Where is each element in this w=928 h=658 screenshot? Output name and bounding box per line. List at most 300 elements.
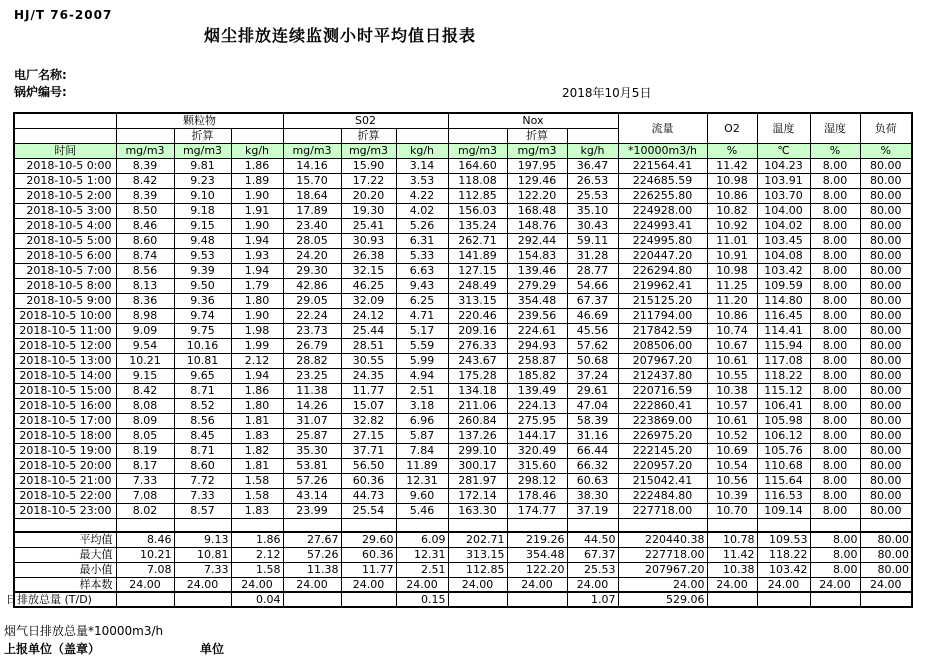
value-cell: 239.56 bbox=[507, 308, 567, 323]
standard-code: HJ/T 76-2007 bbox=[14, 8, 113, 22]
value-cell: 118.22 bbox=[757, 368, 810, 383]
value-cell: 3.18 bbox=[396, 398, 448, 413]
summary-value-cell: 24.00 bbox=[507, 577, 567, 592]
daily-total-value-cell: 0.04 bbox=[231, 592, 283, 607]
value-cell: 80.00 bbox=[860, 383, 912, 398]
value-cell: 217842.59 bbox=[618, 323, 707, 338]
table-row bbox=[14, 503, 912, 518]
value-cell: 10.70 bbox=[707, 503, 757, 518]
value-cell: 5.59 bbox=[396, 338, 448, 353]
value-cell: 215042.41 bbox=[618, 473, 707, 488]
value-cell: 10.81 bbox=[174, 353, 231, 368]
value-cell: 8.17 bbox=[116, 458, 174, 473]
daily-total-label: 日排放总量 (T/D) bbox=[14, 592, 116, 607]
daily-total-value-cell bbox=[507, 592, 567, 607]
units-row bbox=[14, 143, 912, 158]
value-cell: 10.55 bbox=[707, 368, 757, 383]
value-cell: 8.00 bbox=[810, 233, 860, 248]
value-cell: 8.00 bbox=[810, 428, 860, 443]
value-cell: 23.40 bbox=[283, 218, 341, 233]
group-header-so2: S02 bbox=[283, 113, 448, 128]
value-cell: 15.90 bbox=[341, 158, 396, 173]
value-cell: 8.60 bbox=[116, 233, 174, 248]
value-cell: 226294.80 bbox=[618, 263, 707, 278]
daily-total-value-cell: 0.15 bbox=[396, 592, 448, 607]
value-cell: 103.42 bbox=[757, 263, 810, 278]
value-cell: 8.42 bbox=[116, 383, 174, 398]
value-cell: 80.00 bbox=[860, 353, 912, 368]
summary-value-cell: 60.36 bbox=[341, 547, 396, 562]
value-cell: 8.39 bbox=[116, 158, 174, 173]
value-cell: 224.13 bbox=[507, 398, 567, 413]
value-cell: 9.23 bbox=[174, 173, 231, 188]
table-row bbox=[14, 443, 912, 458]
value-cell: 1.83 bbox=[231, 503, 283, 518]
spacer-cell bbox=[341, 518, 396, 532]
time-cell: 2018-10-5 12:00 bbox=[14, 338, 116, 353]
value-cell: 2.51 bbox=[396, 383, 448, 398]
summary-value-cell: 219.26 bbox=[507, 532, 567, 547]
value-cell: 156.03 bbox=[448, 203, 507, 218]
value-cell: 4.94 bbox=[396, 368, 448, 383]
value-cell: 80.00 bbox=[860, 413, 912, 428]
table-row bbox=[14, 158, 912, 173]
value-cell: 47.04 bbox=[567, 398, 618, 413]
summary-value-cell: 207967.20 bbox=[618, 562, 707, 577]
value-cell: 4.22 bbox=[396, 188, 448, 203]
value-cell: 10.39 bbox=[707, 488, 757, 503]
summary-value-cell: 8.00 bbox=[810, 562, 860, 577]
page-title: 烟尘排放连续监测小时平均值日报表 bbox=[204, 26, 477, 45]
value-cell: 8.00 bbox=[810, 338, 860, 353]
value-cell: 1.93 bbox=[231, 248, 283, 263]
spacer-cell bbox=[707, 518, 757, 532]
value-cell: 29.61 bbox=[567, 383, 618, 398]
value-cell: 262.71 bbox=[448, 233, 507, 248]
value-cell: 8.00 bbox=[810, 443, 860, 458]
value-cell: 37.19 bbox=[567, 503, 618, 518]
daily-total-value-cell bbox=[116, 592, 174, 607]
value-cell: 10.69 bbox=[707, 443, 757, 458]
summary-value-cell: 1.58 bbox=[231, 562, 283, 577]
value-cell: 134.18 bbox=[448, 383, 507, 398]
value-cell: 80.00 bbox=[860, 338, 912, 353]
table-row bbox=[14, 188, 912, 203]
value-cell: 10.92 bbox=[707, 218, 757, 233]
value-cell: 224.61 bbox=[507, 323, 567, 338]
value-cell: 30.93 bbox=[341, 233, 396, 248]
value-cell: 1.94 bbox=[231, 233, 283, 248]
time-cell: 2018-10-5 3:00 bbox=[14, 203, 116, 218]
value-cell: 8.09 bbox=[116, 413, 174, 428]
value-cell: 104.08 bbox=[757, 248, 810, 263]
value-cell: 8.42 bbox=[116, 173, 174, 188]
summary-value-cell: 24.00 bbox=[448, 577, 507, 592]
value-cell: 8.00 bbox=[810, 458, 860, 473]
value-cell: 9.48 bbox=[174, 233, 231, 248]
summary-value-cell: 112.85 bbox=[448, 562, 507, 577]
value-cell: 8.46 bbox=[116, 218, 174, 233]
value-cell: 8.00 bbox=[810, 383, 860, 398]
value-cell: 315.60 bbox=[507, 458, 567, 473]
table-row bbox=[14, 398, 912, 413]
value-cell: 25.53 bbox=[567, 188, 618, 203]
summary-value-cell: 10.78 bbox=[707, 532, 757, 547]
header-flow: 流量 bbox=[618, 113, 707, 143]
value-cell: 1.81 bbox=[231, 413, 283, 428]
time-cell: 2018-10-5 4:00 bbox=[14, 218, 116, 233]
summary-value-cell: 24.00 bbox=[341, 577, 396, 592]
spacer-cell bbox=[116, 128, 174, 143]
spacer-cell bbox=[396, 128, 448, 143]
value-cell: 1.86 bbox=[231, 158, 283, 173]
value-cell: 44.73 bbox=[341, 488, 396, 503]
time-cell: 2018-10-5 2:00 bbox=[14, 188, 116, 203]
value-cell: 248.49 bbox=[448, 278, 507, 293]
table-row bbox=[14, 278, 912, 293]
summary-value-cell: 80.00 bbox=[860, 562, 912, 577]
value-cell: 300.17 bbox=[448, 458, 507, 473]
value-cell: 22.24 bbox=[283, 308, 341, 323]
value-cell: 9.65 bbox=[174, 368, 231, 383]
spacer-cell bbox=[231, 518, 283, 532]
value-cell: 112.85 bbox=[448, 188, 507, 203]
value-cell: 226255.80 bbox=[618, 188, 707, 203]
time-cell: 2018-10-5 8:00 bbox=[14, 278, 116, 293]
value-cell: 1.98 bbox=[231, 323, 283, 338]
time-cell: 2018-10-5 17:00 bbox=[14, 413, 116, 428]
value-cell: 139.46 bbox=[507, 263, 567, 278]
summary-value-cell: 24.00 bbox=[396, 577, 448, 592]
daily-total-value-cell bbox=[283, 592, 341, 607]
value-cell: 17.89 bbox=[283, 203, 341, 218]
summary-value-cell: 11.42 bbox=[707, 547, 757, 562]
value-cell: 4.71 bbox=[396, 308, 448, 323]
value-cell: 148.76 bbox=[507, 218, 567, 233]
spacer-cell bbox=[618, 518, 707, 532]
group-header-nox: Nox bbox=[448, 113, 618, 128]
value-cell: 35.10 bbox=[567, 203, 618, 218]
value-cell: 80.00 bbox=[860, 443, 912, 458]
value-cell: 8.56 bbox=[116, 263, 174, 278]
value-cell: 8.00 bbox=[810, 263, 860, 278]
table-row bbox=[14, 218, 912, 233]
value-cell: 28.82 bbox=[283, 353, 341, 368]
table-row bbox=[14, 248, 912, 263]
value-cell: 118.08 bbox=[448, 173, 507, 188]
summary-value-cell: 24.00 bbox=[810, 577, 860, 592]
daily-total-value-cell bbox=[448, 592, 507, 607]
value-cell: 50.68 bbox=[567, 353, 618, 368]
value-cell: 80.00 bbox=[860, 503, 912, 518]
value-cell: 32.82 bbox=[341, 413, 396, 428]
value-cell: 53.81 bbox=[283, 458, 341, 473]
value-cell: 212437.80 bbox=[618, 368, 707, 383]
summary-value-cell: 24.00 bbox=[860, 577, 912, 592]
value-cell: 80.00 bbox=[860, 218, 912, 233]
value-cell: 8.00 bbox=[810, 278, 860, 293]
value-cell: 224993.41 bbox=[618, 218, 707, 233]
value-cell: 1.80 bbox=[231, 293, 283, 308]
table-row bbox=[14, 473, 912, 488]
value-cell: 80.00 bbox=[860, 368, 912, 383]
value-cell: 3.53 bbox=[396, 173, 448, 188]
table-row bbox=[14, 233, 912, 248]
value-cell: 299.10 bbox=[448, 443, 507, 458]
value-cell: 9.81 bbox=[174, 158, 231, 173]
value-cell: 1.82 bbox=[231, 443, 283, 458]
value-cell: 224685.59 bbox=[618, 173, 707, 188]
summary-value-cell: 220440.38 bbox=[618, 532, 707, 547]
value-cell: 8.57 bbox=[174, 503, 231, 518]
summary-row bbox=[14, 562, 912, 577]
time-cell: 2018-10-5 21:00 bbox=[14, 473, 116, 488]
value-cell: 354.48 bbox=[507, 293, 567, 308]
value-cell: 8.00 bbox=[810, 188, 860, 203]
time-cell: 2018-10-5 22:00 bbox=[14, 488, 116, 503]
value-cell: 6.96 bbox=[396, 413, 448, 428]
value-cell: 116.53 bbox=[757, 488, 810, 503]
blank-row bbox=[14, 518, 912, 532]
value-cell: 114.80 bbox=[757, 293, 810, 308]
summary-value-cell: 44.50 bbox=[567, 532, 618, 547]
daily-total-value-cell: 529.06 bbox=[618, 592, 707, 607]
summary-value-cell: 24.00 bbox=[231, 577, 283, 592]
value-cell: 163.30 bbox=[448, 503, 507, 518]
spacer-cell bbox=[231, 128, 283, 143]
value-cell: 10.54 bbox=[707, 458, 757, 473]
value-cell: 57.26 bbox=[283, 473, 341, 488]
value-cell: 8.71 bbox=[174, 383, 231, 398]
value-cell: 9.54 bbox=[116, 338, 174, 353]
summary-label: 平均值 bbox=[14, 532, 116, 547]
value-cell: 8.00 bbox=[810, 488, 860, 503]
value-cell: 222484.80 bbox=[618, 488, 707, 503]
value-cell: 32.09 bbox=[341, 293, 396, 308]
time-cell: 2018-10-5 13:00 bbox=[14, 353, 116, 368]
value-cell: 115.12 bbox=[757, 383, 810, 398]
summary-value-cell: 8.00 bbox=[810, 547, 860, 562]
value-cell: 80.00 bbox=[860, 323, 912, 338]
value-cell: 9.09 bbox=[116, 323, 174, 338]
time-cell: 2018-10-5 0:00 bbox=[14, 158, 116, 173]
value-cell: 11.25 bbox=[707, 278, 757, 293]
value-cell: 9.43 bbox=[396, 278, 448, 293]
value-cell: 29.30 bbox=[283, 263, 341, 278]
value-cell: 38.30 bbox=[567, 488, 618, 503]
value-cell: 1.94 bbox=[231, 263, 283, 278]
value-cell: 9.36 bbox=[174, 293, 231, 308]
value-cell: 80.00 bbox=[860, 188, 912, 203]
time-cell: 2018-10-5 23:00 bbox=[14, 503, 116, 518]
value-cell: 5.87 bbox=[396, 428, 448, 443]
value-cell: 164.60 bbox=[448, 158, 507, 173]
value-cell: 137.26 bbox=[448, 428, 507, 443]
value-cell: 258.87 bbox=[507, 353, 567, 368]
summary-value-cell: 24.00 bbox=[283, 577, 341, 592]
value-cell: 1.90 bbox=[231, 188, 283, 203]
value-cell: 9.15 bbox=[116, 368, 174, 383]
sub-header-converted-nox: 折算 bbox=[507, 128, 567, 143]
summary-value-cell: 7.33 bbox=[174, 562, 231, 577]
time-cell: 2018-10-5 6:00 bbox=[14, 248, 116, 263]
value-cell: 224928.00 bbox=[618, 203, 707, 218]
value-cell: 8.00 bbox=[810, 293, 860, 308]
value-cell: 144.17 bbox=[507, 428, 567, 443]
header-load: 负荷 bbox=[860, 113, 912, 143]
value-cell: 1.89 bbox=[231, 173, 283, 188]
value-cell: 66.44 bbox=[567, 443, 618, 458]
value-cell: 8.45 bbox=[174, 428, 231, 443]
value-cell: 15.70 bbox=[283, 173, 341, 188]
unit-cell: % bbox=[810, 143, 860, 158]
header-temperature: 温度 bbox=[757, 113, 810, 143]
value-cell: 80.00 bbox=[860, 428, 912, 443]
daily-total-value-cell bbox=[757, 592, 810, 607]
value-cell: 222860.41 bbox=[618, 398, 707, 413]
time-cell: 2018-10-5 7:00 bbox=[14, 263, 116, 278]
value-cell: 221564.41 bbox=[618, 158, 707, 173]
table-row bbox=[14, 488, 912, 503]
value-cell: 43.14 bbox=[283, 488, 341, 503]
value-cell: 80.00 bbox=[860, 203, 912, 218]
value-cell: 25.41 bbox=[341, 218, 396, 233]
value-cell: 1.86 bbox=[231, 383, 283, 398]
unit-cell: mg/m3 bbox=[116, 143, 174, 158]
unit-cell: % bbox=[707, 143, 757, 158]
value-cell: 42.86 bbox=[283, 278, 341, 293]
summary-value-cell: 10.81 bbox=[174, 547, 231, 562]
value-cell: 129.46 bbox=[507, 173, 567, 188]
value-cell: 30.43 bbox=[567, 218, 618, 233]
value-cell: 31.07 bbox=[283, 413, 341, 428]
value-cell: 25.44 bbox=[341, 323, 396, 338]
value-cell: 7.33 bbox=[116, 473, 174, 488]
value-cell: 56.50 bbox=[341, 458, 396, 473]
unit-cell: *10000m3/h bbox=[618, 143, 707, 158]
value-cell: 281.97 bbox=[448, 473, 507, 488]
value-cell: 28.51 bbox=[341, 338, 396, 353]
value-cell: 222145.20 bbox=[618, 443, 707, 458]
table-row bbox=[14, 368, 912, 383]
value-cell: 104.23 bbox=[757, 158, 810, 173]
value-cell: 9.53 bbox=[174, 248, 231, 263]
value-cell: 223869.00 bbox=[618, 413, 707, 428]
time-cell: 2018-10-5 16:00 bbox=[14, 398, 116, 413]
time-header-spacer bbox=[14, 113, 116, 128]
value-cell: 15.07 bbox=[341, 398, 396, 413]
value-cell: 80.00 bbox=[860, 293, 912, 308]
value-cell: 1.94 bbox=[231, 368, 283, 383]
spacer-cell bbox=[174, 518, 231, 532]
value-cell: 106.12 bbox=[757, 428, 810, 443]
value-cell: 1.58 bbox=[231, 488, 283, 503]
value-cell: 80.00 bbox=[860, 458, 912, 473]
value-cell: 19.30 bbox=[341, 203, 396, 218]
value-cell: 220447.20 bbox=[618, 248, 707, 263]
summary-value-cell: 103.42 bbox=[757, 562, 810, 577]
daily-total-value-cell bbox=[810, 592, 860, 607]
value-cell: 80.00 bbox=[860, 398, 912, 413]
value-cell: 10.82 bbox=[707, 203, 757, 218]
value-cell: 209.16 bbox=[448, 323, 507, 338]
summary-value-cell: 24.00 bbox=[116, 577, 174, 592]
summary-value-cell: 122.20 bbox=[507, 562, 567, 577]
value-cell: 11.42 bbox=[707, 158, 757, 173]
value-cell: 37.71 bbox=[341, 443, 396, 458]
value-cell: 243.67 bbox=[448, 353, 507, 368]
value-cell: 10.86 bbox=[707, 188, 757, 203]
value-cell: 294.93 bbox=[507, 338, 567, 353]
value-cell: 8.00 bbox=[810, 323, 860, 338]
time-cell: 2018-10-5 19:00 bbox=[14, 443, 116, 458]
table-row bbox=[14, 263, 912, 278]
value-cell: 8.50 bbox=[116, 203, 174, 218]
value-cell: 185.82 bbox=[507, 368, 567, 383]
value-cell: 80.00 bbox=[860, 473, 912, 488]
value-cell: 109.59 bbox=[757, 278, 810, 293]
summary-value-cell: 354.48 bbox=[507, 547, 567, 562]
value-cell: 178.46 bbox=[507, 488, 567, 503]
value-cell: 10.57 bbox=[707, 398, 757, 413]
summary-value-cell: 2.51 bbox=[396, 562, 448, 577]
value-cell: 80.00 bbox=[860, 173, 912, 188]
value-cell: 105.98 bbox=[757, 413, 810, 428]
boiler-number-label: 锅炉编号: bbox=[14, 85, 67, 99]
value-cell: 104.02 bbox=[757, 218, 810, 233]
value-cell: 10.86 bbox=[707, 308, 757, 323]
value-cell: 8.36 bbox=[116, 293, 174, 308]
value-cell: 29.05 bbox=[283, 293, 341, 308]
summary-value-cell: 109.53 bbox=[757, 532, 810, 547]
value-cell: 8.56 bbox=[174, 413, 231, 428]
value-cell: 110.68 bbox=[757, 458, 810, 473]
summary-value-cell: 24.00 bbox=[567, 577, 618, 592]
summary-value-cell: 118.22 bbox=[757, 547, 810, 562]
value-cell: 220716.59 bbox=[618, 383, 707, 398]
value-cell: 25.87 bbox=[283, 428, 341, 443]
value-cell: 2.12 bbox=[231, 353, 283, 368]
spacer-cell bbox=[14, 518, 116, 532]
value-cell: 4.02 bbox=[396, 203, 448, 218]
value-cell: 197.95 bbox=[507, 158, 567, 173]
time-cell: 2018-10-5 10:00 bbox=[14, 308, 116, 323]
value-cell: 80.00 bbox=[860, 308, 912, 323]
value-cell: 80.00 bbox=[860, 278, 912, 293]
value-cell: 46.69 bbox=[567, 308, 618, 323]
value-cell: 10.16 bbox=[174, 338, 231, 353]
value-cell: 10.74 bbox=[707, 323, 757, 338]
time-cell: 2018-10-5 5:00 bbox=[14, 233, 116, 248]
value-cell: 8.13 bbox=[116, 278, 174, 293]
value-cell: 8.00 bbox=[810, 248, 860, 263]
value-cell: 8.19 bbox=[116, 443, 174, 458]
summary-value-cell: 313.15 bbox=[448, 547, 507, 562]
value-cell: 11.20 bbox=[707, 293, 757, 308]
value-cell: 80.00 bbox=[860, 158, 912, 173]
value-cell: 67.37 bbox=[567, 293, 618, 308]
value-cell: 7.08 bbox=[116, 488, 174, 503]
value-cell: 1.83 bbox=[231, 428, 283, 443]
value-cell: 8.00 bbox=[810, 203, 860, 218]
time-cell: 2018-10-5 15:00 bbox=[14, 383, 116, 398]
value-cell: 23.99 bbox=[283, 503, 341, 518]
summary-row bbox=[14, 577, 912, 592]
value-cell: 80.00 bbox=[860, 263, 912, 278]
value-cell: 105.76 bbox=[757, 443, 810, 458]
value-cell: 8.00 bbox=[810, 218, 860, 233]
value-cell: 6.25 bbox=[396, 293, 448, 308]
